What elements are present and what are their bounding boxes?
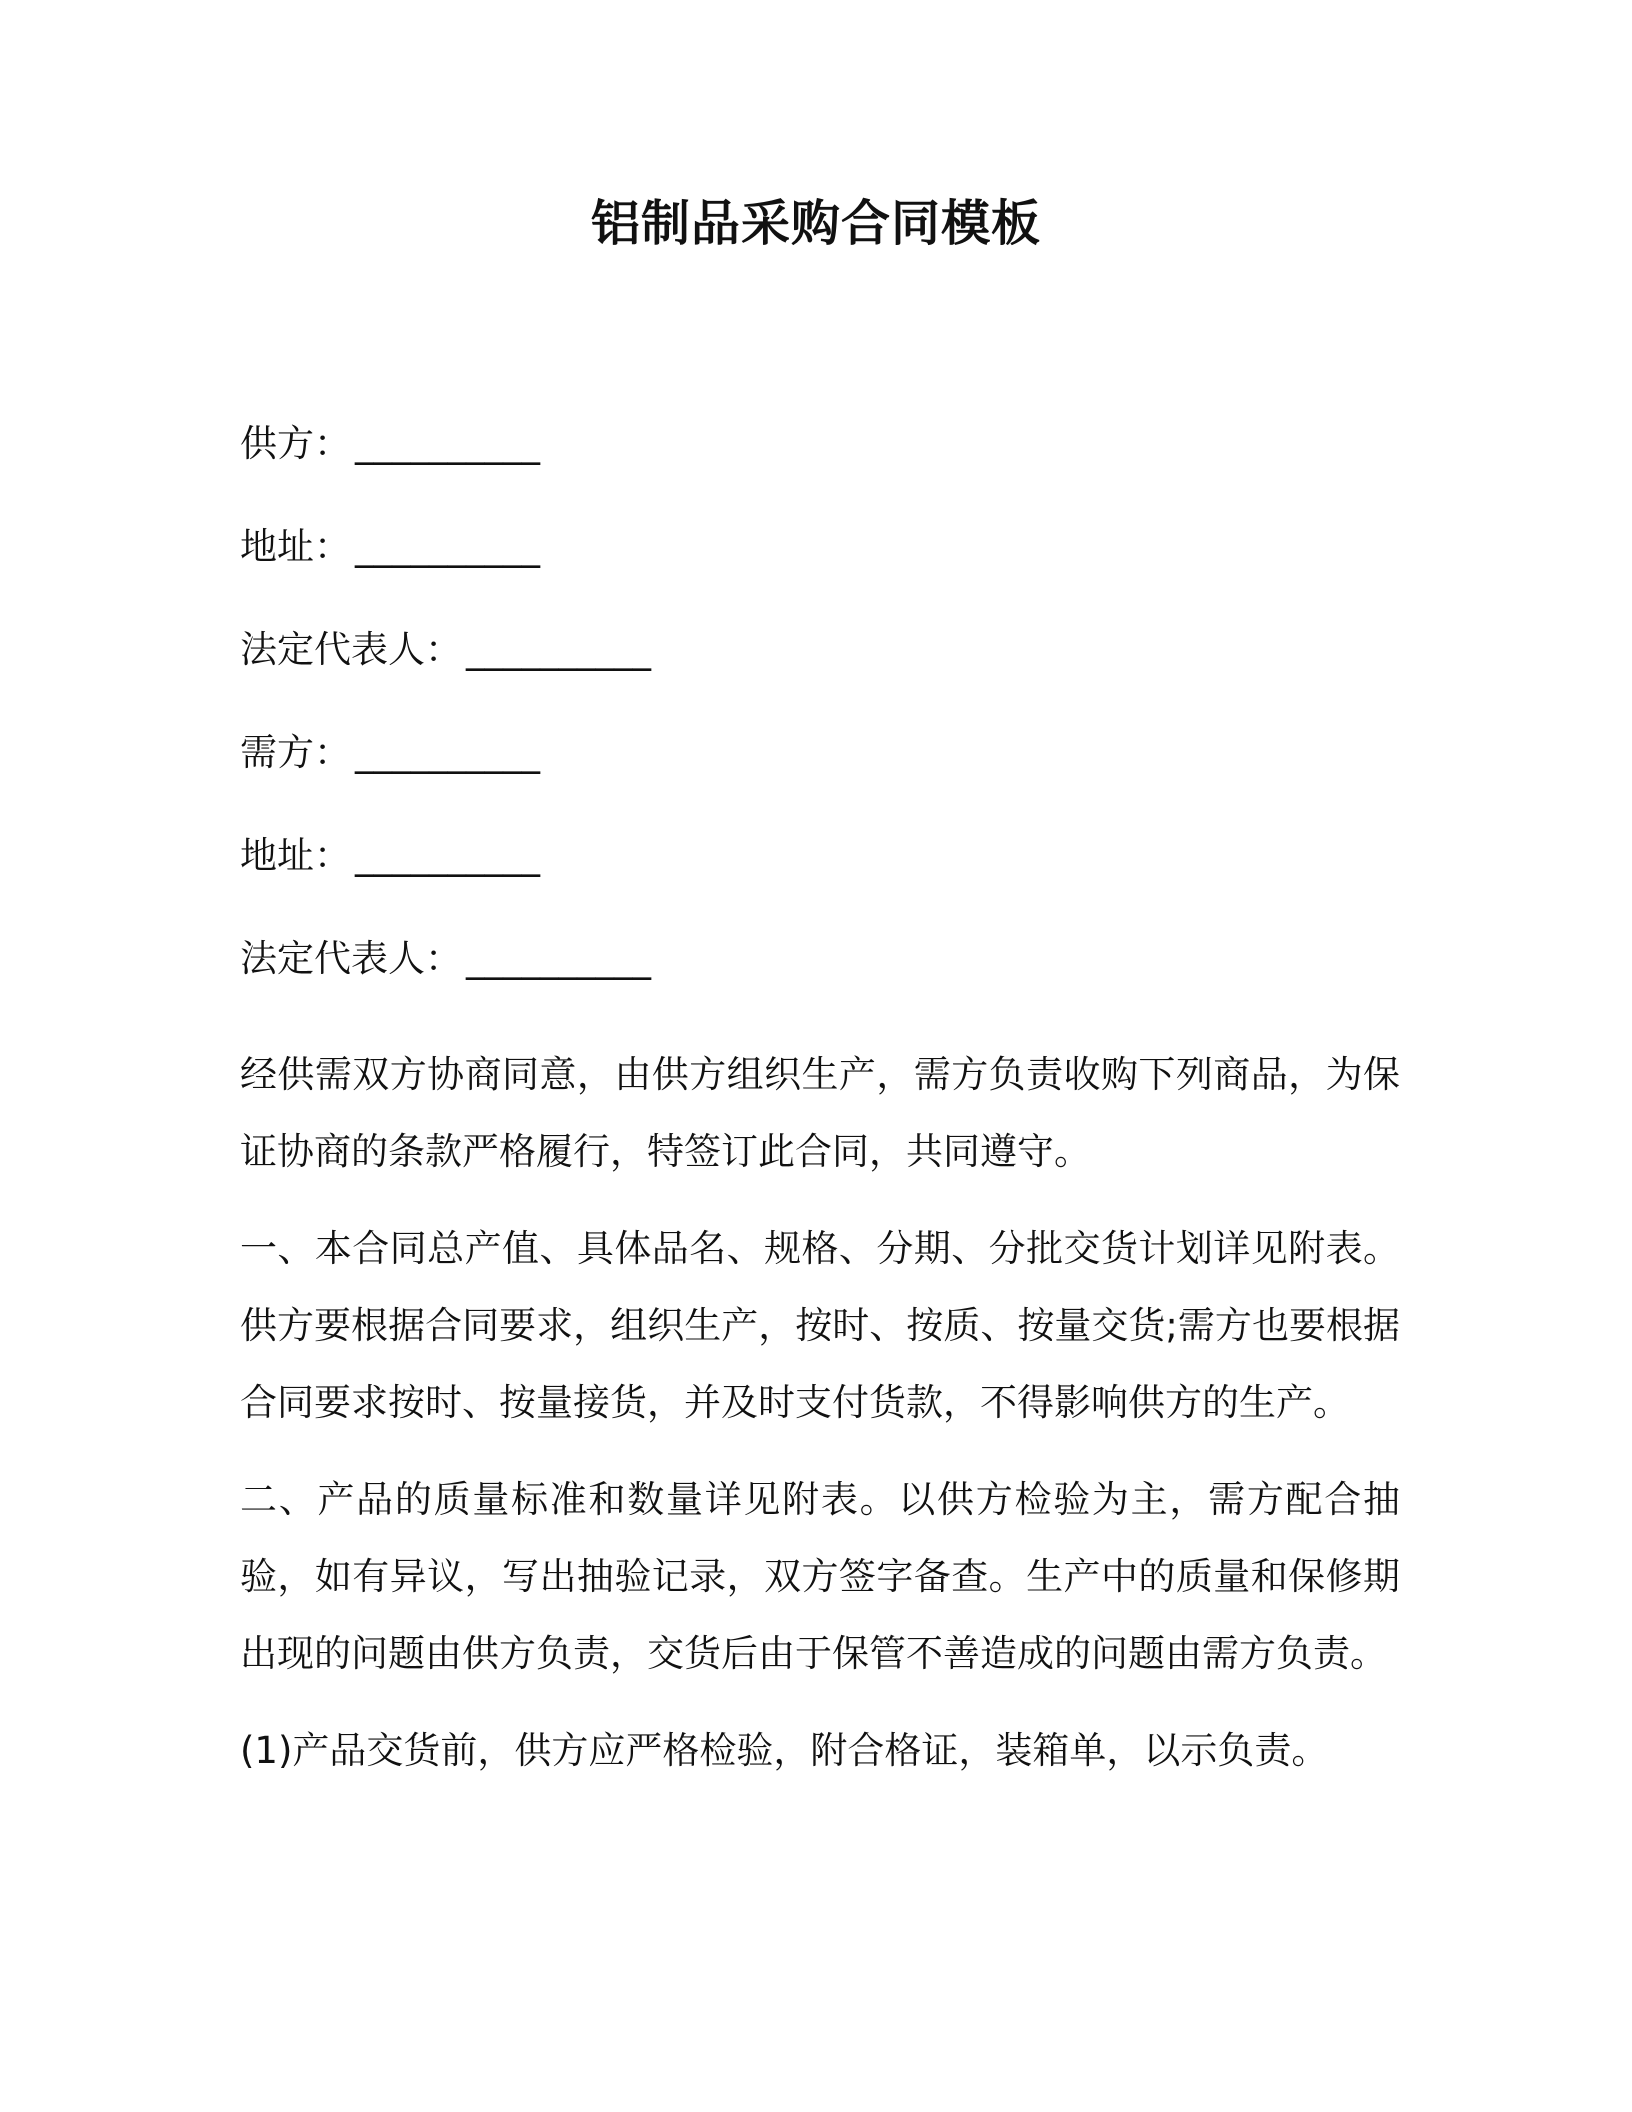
field-blank: __________ <box>466 937 651 980</box>
field-blank: __________ <box>466 628 651 671</box>
field-label: 地址： <box>240 525 351 568</box>
field-blank: __________ <box>355 422 540 465</box>
field-label: 需方： <box>240 731 351 774</box>
document-title: 铝制品采购合同模板 <box>590 195 1041 252</box>
document-body <box>240 418 1400 1809</box>
field-blank: __________ <box>355 731 540 774</box>
field-label: 法定代表人： <box>240 937 462 980</box>
supplier-address-field <box>240 521 1400 573</box>
field-label: 供方： <box>240 422 351 465</box>
field-label: 地址： <box>240 834 351 877</box>
field-blank: __________ <box>355 834 540 877</box>
supplier-field <box>240 418 1400 470</box>
buyer-field <box>240 727 1400 779</box>
supplier-representative-field <box>240 624 1400 676</box>
clause-1-paragraph: 一、本合同总产值、具体品名、规格、分期、分批交货计划详见附表。供方要根据合同要求，组织生产，按时、按质、按量交货;需方也要根据合同要求按时、按量接货，并及时支付货款，不得影响供方的生产。 <box>240 1227 1400 1424</box>
buyer-representative-field <box>240 933 1400 985</box>
clause-2-paragraph: 二、产品的质量标准和数量详见附表。以供方检验为主，需方配合抽验，如有异议，写出抽验记录，双方签字备查。生产中的质量和保修期出现的问题由供方负责，交货后由于保管不善造成的问题由需方负责。 <box>240 1478 1400 1675</box>
clause-2-item-1-paragraph: (1)产品交货前，供方应严格检验，附合格证，装箱单，以示负责。 <box>240 1729 1329 1772</box>
field-blank: __________ <box>355 525 540 568</box>
buyer-address-field <box>240 830 1400 882</box>
field-label: 法定代表人： <box>240 628 462 671</box>
preamble-paragraph: 经供需双方协商同意，由供方组织生产，需方负责收购下列商品，为保证协商的条款严格履行，特签订此合同，共同遵守。 <box>240 1053 1400 1173</box>
